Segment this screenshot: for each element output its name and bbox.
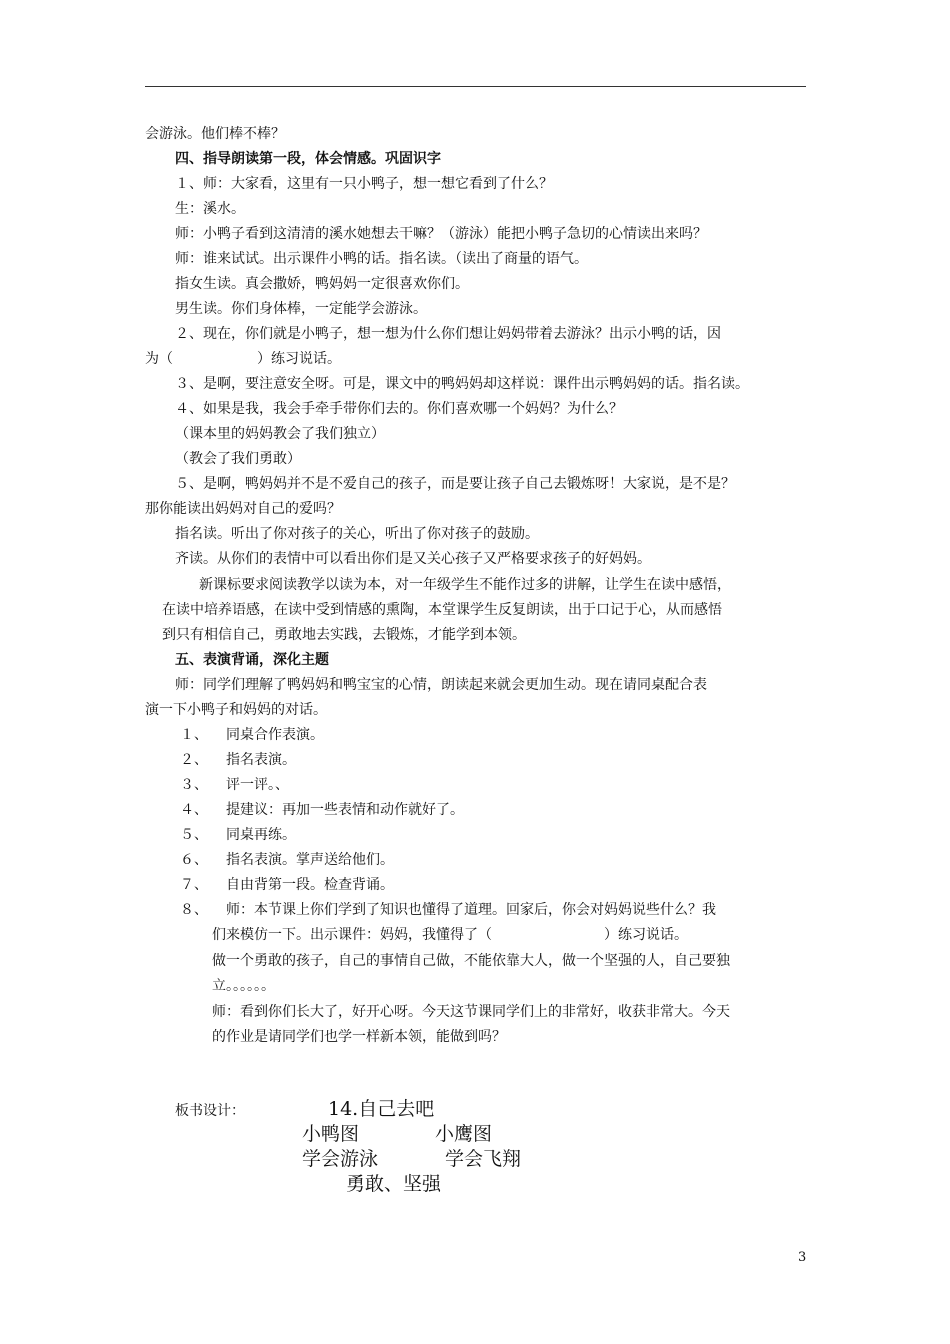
board-title: 14.自己去吧: [328, 1098, 435, 1120]
text-line: ３、是啊，要注意安全呀。可是，课文中的鸭妈妈却这样说：课件出示鸭妈妈的话。指名读。: [175, 376, 749, 392]
text-line: 立。。。。。。: [212, 978, 275, 994]
list-item: １、 同桌合作表演。: [180, 727, 324, 743]
text-line: 齐读。从你们的表情中可以看出你们是又关心孩子又严格要求孩子的好妈妈。: [175, 551, 651, 567]
page-number: 3: [798, 1250, 807, 1265]
text-line: 的作业是请同学们也学一样新本领，能做到吗？: [212, 1029, 506, 1045]
section-heading: 四、指导朗读第一段，体会情感。巩固识字: [175, 151, 441, 167]
text-line: 师：小鸭子看到这清清的溪水她想去干嘛？（游泳）能把小鸭子急切的心情读出来吗？: [175, 226, 707, 242]
board-right-top: 小鹰图: [435, 1123, 493, 1145]
text-line: 师：看到你们长大了，好开心呀。今天这节课同学们上的非常好，收获非常大。今天: [212, 1004, 730, 1020]
list-item: ４、 提建议：再加一些表情和动作就好了。: [180, 802, 464, 818]
text-line: （教会了我们勇敢）: [175, 451, 301, 467]
text-line: １、师：大家看，这里有一只小鸭子，想一想它看到了什么？: [175, 176, 553, 192]
board-summary: 勇敢、坚强: [346, 1173, 442, 1195]
board-right-bottom: 学会飞翔: [445, 1148, 522, 1170]
text-line: 为（ ）练习说话。: [145, 351, 341, 367]
text-line: 那你能读出妈妈对自己的爱吗？: [145, 501, 341, 517]
text-line: 指名读。听出了你对孩子的关心，听出了你对孩子的鼓励。: [175, 526, 539, 542]
text-line: 在读中培养语感，在读中受到情感的熏陶，本堂课学生反复朗读，出于口记于心，从而感悟: [162, 602, 722, 618]
section-heading: 五、表演背诵，深化主题: [175, 652, 329, 668]
text-line: 会游泳。他们棒不棒？: [145, 126, 285, 142]
list-item: ２、 指名表演。: [180, 752, 296, 768]
text-line: 做一个勇敢的孩子，自己的事情自己做，不能依靠大人，做一个坚强的人，自己要独: [212, 953, 730, 969]
list-item: ８、 师：本节课上你们学到了知识也懂得了道理。回家后，你会对妈妈说些什么？我: [180, 902, 716, 918]
text-line: 男生读。你们身体棒，一定能学会游泳。: [175, 301, 427, 317]
list-item: ６、 指名表演。掌声送给他们。: [180, 852, 394, 868]
header-rule: [145, 86, 806, 87]
text-line: （课本里的妈妈教会了我们独立）: [175, 426, 385, 442]
text-line: ２、现在，你们就是小鸭子，想一想为什么你们想让妈妈带着去游泳？出示小鸭的话，因: [175, 326, 721, 342]
text-line: 师：同学们理解了鸭妈妈和鸭宝宝的心情，朗读起来就会更加生动。现在请同桌配合表: [175, 677, 707, 693]
list-item: ３、 评一评。、: [180, 777, 289, 793]
text-line: 到只有相信自己，勇敢地去实践，去锻炼，才能学到本领。: [162, 627, 526, 643]
text-line: 们来模仿一下。出示课件：妈妈，我懂得了（ ）练习说话。: [212, 927, 688, 943]
board-label: 板书设计：: [175, 1103, 245, 1119]
text-line: 新课标要求阅读教学以读为本，对一年级学生不能作过多的讲解，让学生在读中感悟，: [199, 577, 731, 593]
text-line: ５、是啊，鸭妈妈并不是不爱自己的孩子，而是要让孩子自己去锻炼呀！大家说，是不是？: [175, 476, 735, 492]
text-line: 生：溪水。: [175, 201, 245, 217]
list-item: ５、 同桌再练。: [180, 827, 296, 843]
board-left-bottom: 学会游泳: [302, 1148, 379, 1170]
text-line: 演一下小鸭子和妈妈的对话。: [145, 702, 327, 718]
text-line: 指女生读。真会撒娇，鸭妈妈一定很喜欢你们。: [175, 276, 469, 292]
text-line: 师：谁来试试。出示课件小鸭的话。指名读。（读出了商量的语气。: [175, 251, 588, 267]
list-item: ７、 自由背第一段。检查背诵。: [180, 877, 394, 893]
board-left-top: 小鸭图: [302, 1123, 360, 1145]
text-line: ４、如果是我，我会手牵手带你们去的。你们喜欢哪一个妈妈？为什么？: [175, 401, 623, 417]
